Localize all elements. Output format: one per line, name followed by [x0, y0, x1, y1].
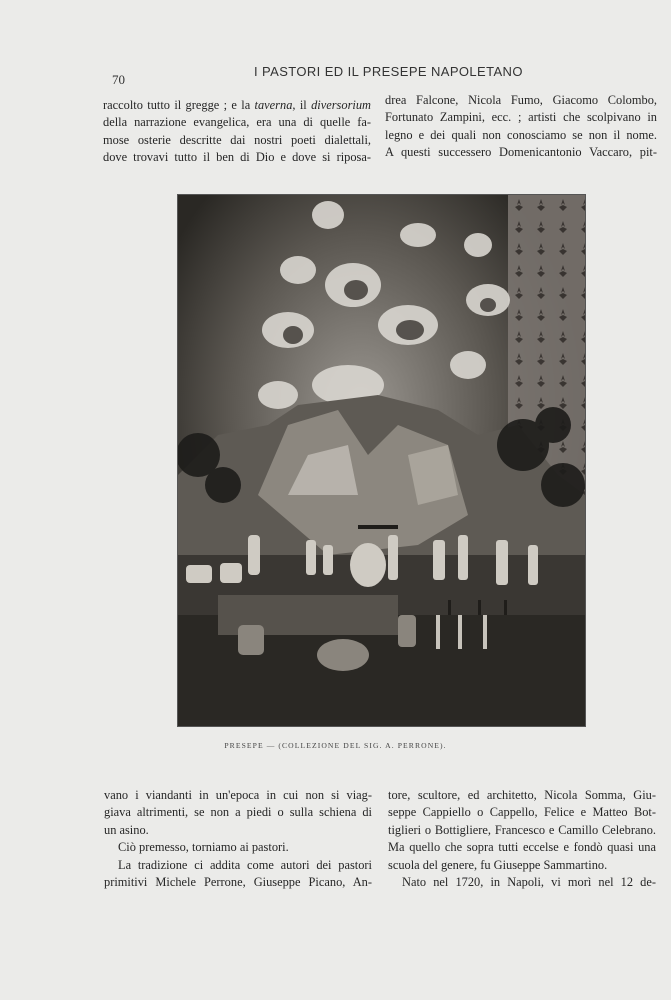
text-line: Ciò premesso, torniamo ai pastori.: [118, 840, 289, 855]
text-line: A questi successero Domenicantonio Vaccaro, pit-: [385, 145, 657, 160]
text-column-top-right: [385, 92, 657, 162]
text-line: drea Falcone, Nicola Fumo, Giacomo Colombo,: [385, 93, 657, 107]
text-column-bottom-right: [388, 787, 656, 891]
nativity-scene-illustration: [178, 195, 585, 726]
text-line: Ma quello che sopra tutti eccelse e fondò quasi una: [388, 840, 656, 855]
text-line: Nato nel 1720, in Napoli, vi morì nel 12 de-: [402, 875, 656, 890]
text-line: La tradizione ci addita come autori dei pastori: [118, 857, 372, 872]
text-line: Fortunato Zampini, ecc. ; artisti che scolpivano in: [385, 110, 657, 125]
text-line: legno e dei quali non conosciamo se non il nome.: [385, 127, 657, 142]
text-column-bottom-left: [104, 787, 372, 891]
page-number: 70: [112, 72, 125, 87]
text-line: tiglieri o Bottigliere, Francesco e Camillo Celebrano.: [388, 822, 656, 837]
text-line: un asino.: [104, 822, 149, 837]
text-line: dove trovavi tutto il ben di Dio e dove si riposa-: [103, 150, 371, 165]
text-line: tore, scultore, ed architetto, Nicola Somma, Giu-: [388, 788, 656, 802]
presepe-photograph: [177, 194, 586, 727]
text-line: vano i viandanti in un'epoca in cui non si viag-: [104, 788, 372, 802]
text-line: seppe Cappiello o Cappello, Felice e Matteo Bot-: [388, 805, 656, 820]
text-column-top-left: [103, 97, 371, 167]
text-line: giava altrimenti, se non a piedi o sulla schiena di: [104, 805, 372, 820]
text-line: raccolto tutto il gregge ; e la taverna, il diversorium: [103, 98, 371, 112]
running-title: I PASTORI ED IL PRESEPE NAPOLETANO: [254, 64, 523, 79]
figure-caption: PRESEPE — (COLLEZIONE DEL SIG. A. PERRONE).: [224, 741, 447, 750]
text-line: primitivi Michele Perrone, Giuseppe Picano, An-: [104, 875, 372, 890]
text-line: scuola del genere, fu Giuseppe Sammartino.: [388, 857, 608, 872]
text-line: mose osterie descritte dai nostri poeti dialettali,: [103, 132, 371, 147]
text-line: della narrazione evangelica, era una di quelle fa-: [103, 115, 371, 130]
